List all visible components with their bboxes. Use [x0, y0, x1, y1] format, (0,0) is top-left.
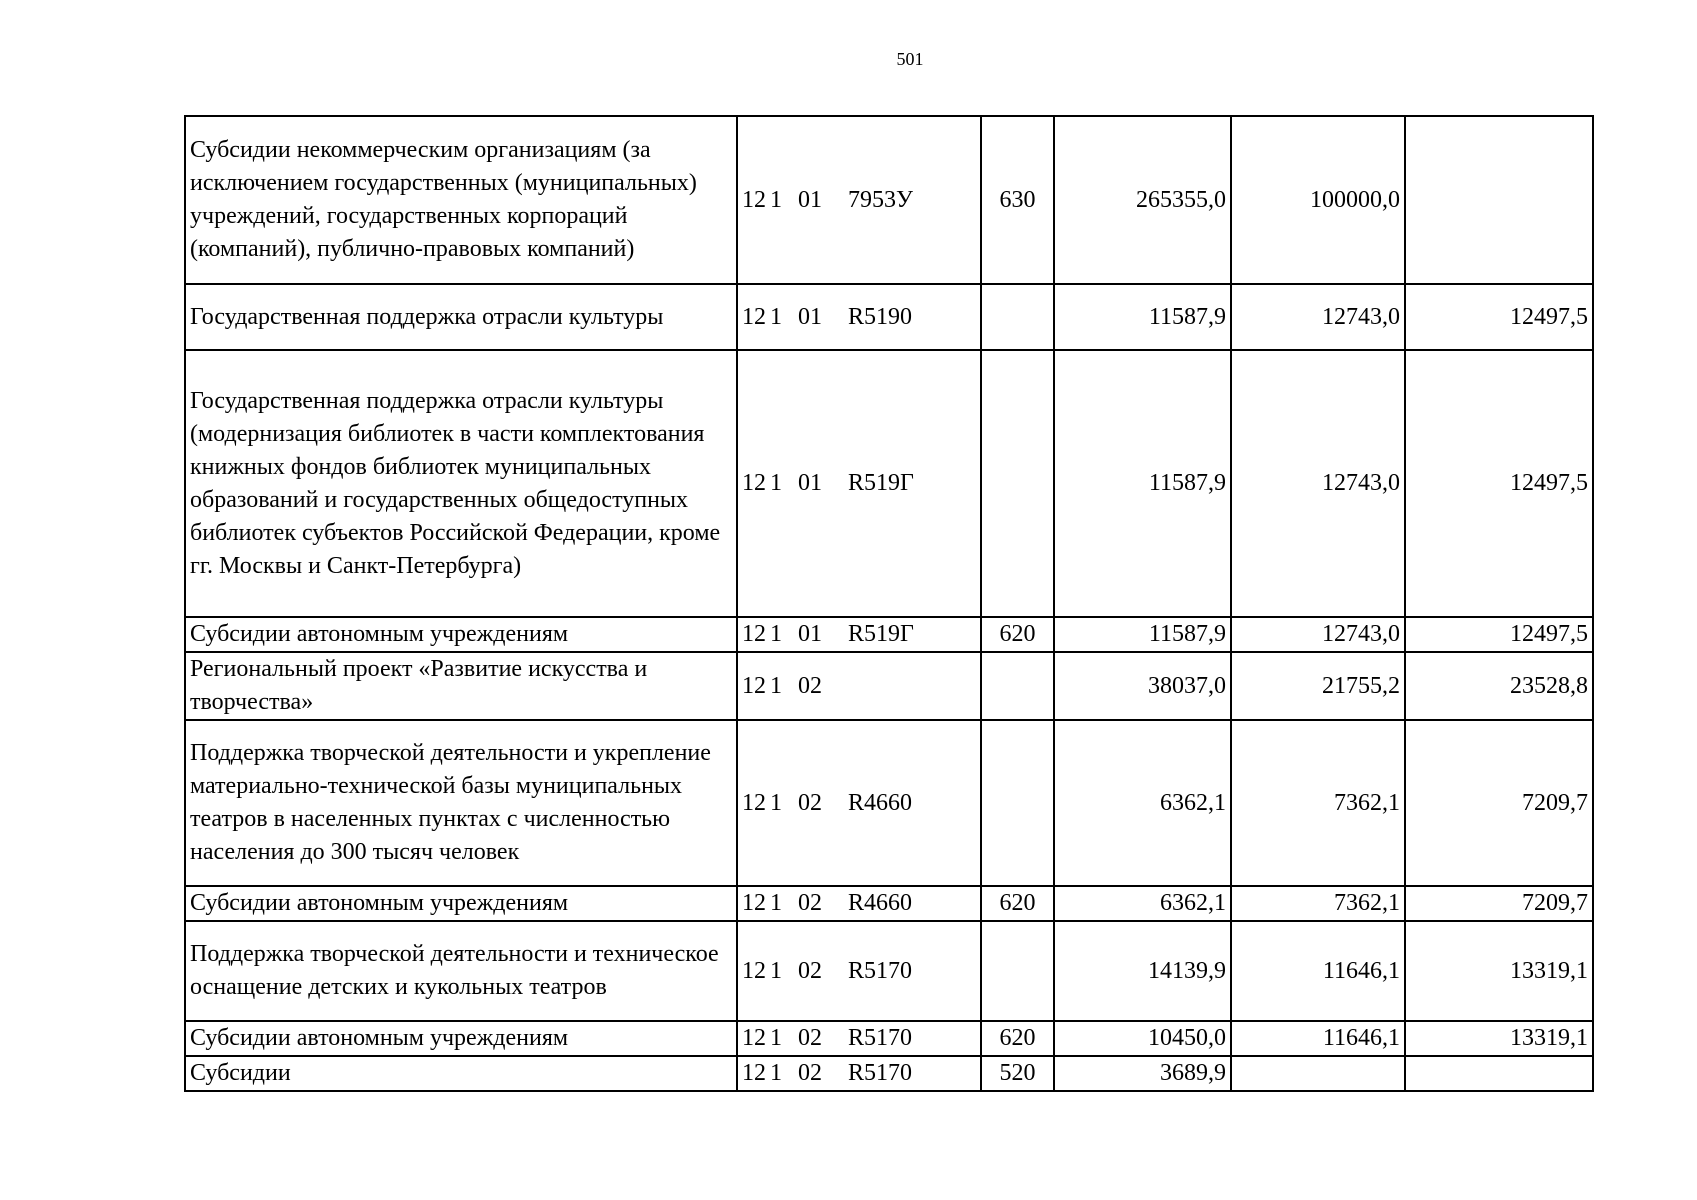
row-amount-2: 7362,1 — [1231, 720, 1405, 886]
row-amount-3 — [1405, 1056, 1593, 1091]
row-expense-type — [981, 284, 1054, 350]
table-row — [185, 652, 1593, 720]
row-code: 12 1 01 R5190 — [737, 284, 981, 350]
row-amount-2: 12743,0 — [1231, 284, 1405, 350]
row-amount-3: 12497,5 — [1405, 284, 1593, 350]
row-name: Региональный проект «Развитие искусства и творчества» — [185, 652, 737, 720]
code-subprogram: 1 — [770, 470, 782, 496]
code-program: 12 — [742, 789, 766, 816]
row-name: Государственная поддержка отрасли культуры (модернизация библиотек в части комплектования книжных фондов библиотек муниципальных образований и государственных общедоступных библиотек субъектов Российской Федерации, кроме гг. Москвы и Санкт-Петербурга) — [185, 350, 737, 617]
row-expense-type — [981, 652, 1054, 720]
row-amount-1: 265355,0 — [1054, 116, 1231, 284]
row-expense-type: 620 — [981, 617, 1054, 652]
table-row — [185, 921, 1593, 1021]
code-main-event: 02 — [798, 789, 822, 816]
row-name: Субсидии автономным учреждениям — [185, 617, 737, 652]
row-code — [737, 652, 981, 720]
table-row — [185, 284, 1593, 350]
row-name: Субсидии некоммерческим организациям (за исключением государственных (муниципальных) учреждений, государственных корпораций (компаний), публично-правовых компаний) — [185, 116, 737, 284]
code-program: 12 — [742, 1060, 766, 1086]
row-amount-2: 12743,0 — [1231, 350, 1405, 617]
code-main-event: 02 — [798, 957, 822, 984]
code-program: 12 — [742, 186, 766, 213]
row-amount-2: 11646,1 — [1231, 1021, 1405, 1056]
row-code: 12 1 02 R4660 — [737, 720, 981, 886]
code-program: 12 — [742, 621, 766, 647]
row-code: 12 1 01 R519Г — [737, 617, 981, 652]
code-program: 12 — [742, 957, 766, 984]
code-main-event: 01 — [798, 303, 822, 330]
row-code: 12 1 02 R5170 — [737, 1021, 981, 1056]
row-expense-type — [981, 921, 1054, 1021]
row-name: Субсидии автономным учреждениям — [185, 1021, 737, 1056]
table-row — [185, 617, 1593, 652]
code-subprogram: 1 — [770, 1060, 782, 1086]
row-amount-1: 6362,1 — [1054, 886, 1231, 921]
row-amount-2 — [1231, 1056, 1405, 1091]
table-row — [185, 1056, 1593, 1091]
row-amount-1: 10450,0 — [1054, 1021, 1231, 1056]
code-program: 12 — [742, 303, 766, 330]
budget-table — [184, 115, 1594, 1092]
table-row — [185, 116, 1593, 284]
row-amount-3: 13319,1 — [1405, 921, 1593, 1021]
table-row — [185, 720, 1593, 886]
row-code: 12 1 02 R5170 — [737, 921, 981, 1021]
row-expense-type: 630 — [981, 116, 1054, 284]
code-program: 12 — [742, 672, 766, 699]
row-amount-2: 12743,0 — [1231, 617, 1405, 652]
row-amount-1: 3689,9 — [1054, 1056, 1231, 1091]
code-subprogram: 1 — [770, 957, 782, 984]
row-amount-1: 6362,1 — [1054, 720, 1231, 886]
row-amount-1: 11587,9 — [1054, 284, 1231, 350]
row-name: Субсидии автономным учреждениям — [185, 886, 737, 921]
row-amount-3: 23528,8 — [1405, 652, 1593, 720]
code-subprogram: 1 — [770, 303, 782, 330]
row-amount-2: 21755,2 — [1231, 652, 1405, 720]
code-main-event: 02 — [798, 1025, 822, 1051]
row-name: Субсидии — [185, 1056, 737, 1091]
code-subprogram: 1 — [770, 1025, 782, 1051]
code-subprogram: 1 — [770, 672, 782, 699]
table-row — [185, 350, 1593, 617]
code-main-event: 02 — [798, 1060, 822, 1086]
row-code: 12 1 01 R519Г — [737, 350, 981, 617]
page-number: 501 — [896, 49, 924, 69]
code-main-event: 01 — [798, 186, 822, 213]
code-main-event: 02 — [798, 672, 822, 699]
row-code: 12 1 01 7953У — [737, 116, 981, 284]
row-expense-type — [981, 720, 1054, 886]
code-main-event: 01 — [798, 470, 822, 496]
row-amount-3: 7209,7 — [1405, 886, 1593, 921]
row-name: Государственная поддержка отрасли культуры — [185, 284, 737, 350]
row-code: 12 1 02 R5170 — [737, 1056, 981, 1091]
table-row — [185, 886, 1593, 921]
row-amount-2: 7362,1 — [1231, 886, 1405, 921]
row-amount-1: 38037,0 — [1054, 652, 1231, 720]
row-amount-3: 13319,1 — [1405, 1021, 1593, 1056]
row-amount-3: 12497,5 — [1405, 350, 1593, 617]
code-main-event: 02 — [798, 890, 822, 916]
row-name: Поддержка творческой деятельности и укрепление материально-технической базы муниципальных театров в населенных пунктах с численностью населения до 300 тысяч человек — [185, 720, 737, 886]
row-amount-1: 11587,9 — [1054, 350, 1231, 617]
row-amount-3 — [1405, 116, 1593, 284]
row-amount-1: 14139,9 — [1054, 921, 1231, 1021]
row-amount-3: 7209,7 — [1405, 720, 1593, 886]
code-program: 12 — [742, 1025, 766, 1051]
code-subprogram: 1 — [770, 789, 782, 816]
row-name: Поддержка творческой деятельности и техническое оснащение детских и кукольных театров — [185, 921, 737, 1021]
code-program: 12 — [742, 470, 766, 496]
row-amount-1: 11587,9 — [1054, 617, 1231, 652]
code-program: 12 — [742, 890, 766, 916]
row-expense-type: 620 — [981, 886, 1054, 921]
row-amount-2: 11646,1 — [1231, 921, 1405, 1021]
row-expense-type — [981, 350, 1054, 617]
code-main-event: 01 — [798, 621, 822, 647]
code-subprogram: 1 — [770, 890, 782, 916]
code-subprogram: 1 — [770, 186, 782, 213]
row-amount-3: 12497,5 — [1405, 617, 1593, 652]
code-subprogram: 1 — [770, 621, 782, 647]
row-expense-type: 620 — [981, 1021, 1054, 1056]
table-row — [185, 1021, 1593, 1056]
row-code: 12 1 02 R4660 — [737, 886, 981, 921]
budget-table-body — [185, 116, 1593, 1091]
row-amount-2: 100000,0 — [1231, 116, 1405, 284]
row-expense-type: 520 — [981, 1056, 1054, 1091]
